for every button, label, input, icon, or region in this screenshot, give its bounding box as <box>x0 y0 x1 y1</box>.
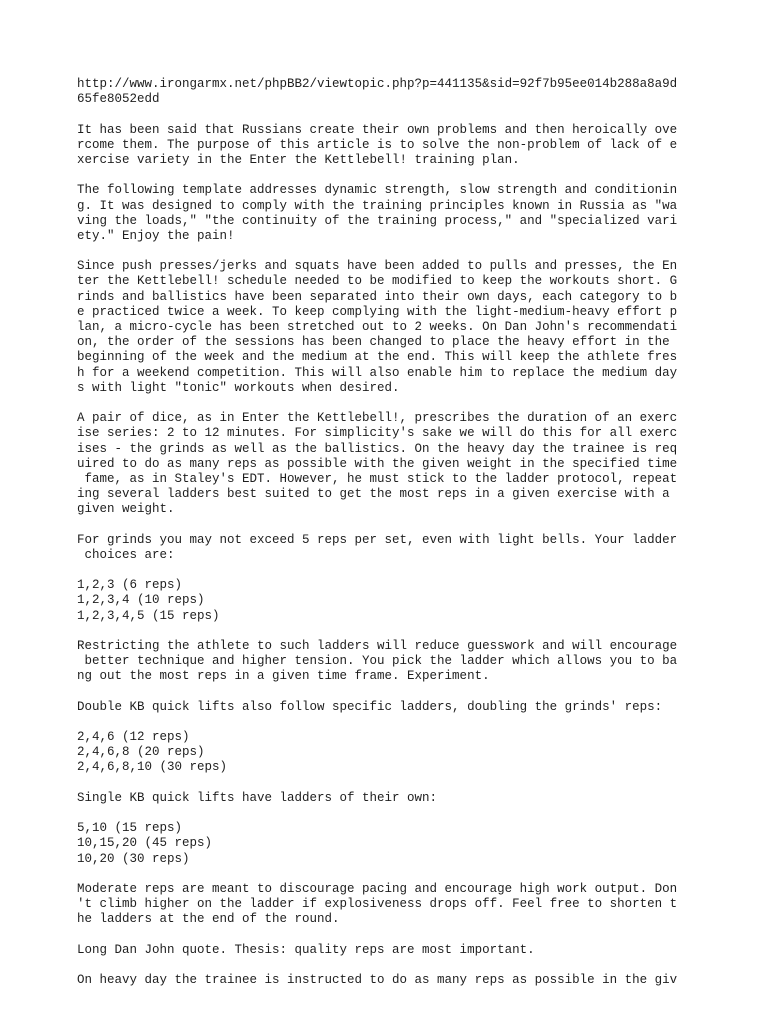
text-line: he ladders at the end of the round. <box>77 912 340 927</box>
ladder-item: 2,4,6,8 (20 reps) <box>77 745 205 760</box>
dice-paragraph <box>77 411 757 517</box>
text-line: A pair of dice, as in Enter the Kettlebell!, prescribes the duration of an exerc <box>77 411 678 426</box>
text-line: g. It was designed to comply with the training principles known in Russia as "wa <box>77 198 678 213</box>
text-line: The following template addresses dynamic strength, slow strength and conditionin <box>77 183 678 198</box>
ladder-item: 2,4,6,8,10 (30 reps) <box>77 760 228 775</box>
moderate-reps-paragraph <box>77 882 757 928</box>
text-line: h for a weekend competition. This will also enable him to replace the medium day <box>77 365 678 380</box>
text-line: rinds and ballistics have been separated into their own days, each category to b <box>77 289 678 304</box>
text-line: ety." Enjoy the pain! <box>77 228 235 243</box>
text-line: uired to do as many reps as possible with the given weight in the specified time <box>77 456 678 471</box>
heavy-day-paragraph <box>77 973 757 988</box>
source-url <box>77 77 757 107</box>
text-line: ving the loads," "the continuity of the training process," and "specialized vari <box>77 213 678 228</box>
text-line: better technique and higher tension. You pick the ladder which allows you to ba <box>77 654 678 669</box>
text-line: Restricting the athlete to such ladders will reduce guesswork and will encourage <box>77 638 678 653</box>
text-line: rcome them. The purpose of this article is to solve the non-problem of lack of e <box>77 137 678 152</box>
intro-paragraph <box>77 123 757 169</box>
text-line: ter the Kettlebell! schedule needed to be modified to keep the workouts short. G <box>77 274 678 289</box>
text-line: It has been said that Russians create their own problems and then heroically ove <box>77 122 678 137</box>
text-line: Double KB quick lifts also follow specific ladders, doubling the grinds' reps: <box>77 699 663 714</box>
text-line: xercise variety in the Enter the Kettlebell! training plan. <box>77 152 520 167</box>
text-line: 65fe8052edd <box>77 92 160 107</box>
ladder-item: 1,2,3,4 (10 reps) <box>77 593 205 608</box>
single-kb-paragraph <box>77 791 757 806</box>
document-page <box>77 77 757 1003</box>
text-line: fame, as in Staley's EDT. However, he must stick to the ladder protocol, repeat <box>77 471 678 486</box>
schedule-paragraph <box>77 259 757 396</box>
text-line: ing several ladders best suited to get the most reps in a given exercise with a <box>77 487 670 502</box>
ladder-item: 10,20 (30 reps) <box>77 851 190 866</box>
ladder-item: 1,2,3,4,5 (15 reps) <box>77 608 220 623</box>
text-line: ise series: 2 to 12 minutes. For simplicity's sake we will do this for all exerc <box>77 426 678 441</box>
text-line: ises - the grinds as well as the ballistics. On the heavy day the trainee is req <box>77 441 678 456</box>
text-line: Since push presses/jerks and squats have been added to pulls and presses, the En <box>77 259 678 274</box>
text-line: on, the order of the sessions has been changed to place the heavy effort in the <box>77 335 670 350</box>
text-line: On heavy day the trainee is instructed to do as many reps as possible in the giv <box>77 973 678 988</box>
text-line: Long Dan John quote. Thesis: quality reps are most important. <box>77 942 535 957</box>
double-kb-ladder-list <box>77 730 757 776</box>
text-line: For grinds you may not exceed 5 reps per set, even with light bells. Your ladder <box>77 532 678 547</box>
text-line: beginning of the week and the medium at the end. This will keep the athlete fres <box>77 350 678 365</box>
text-line: Single KB quick lifts have ladders of their own: <box>77 790 438 805</box>
text-line: 't climb higher on the ladder if explosiveness drops off. Feel free to shorten t <box>77 897 678 912</box>
quote-paragraph <box>77 943 757 958</box>
text-line: lan, a micro-cycle has been stretched out to 2 weeks. On Dan John's recommendati <box>77 320 678 334</box>
double-kb-paragraph <box>77 700 757 715</box>
text-line: given weight. <box>77 502 175 517</box>
ladder-item: 10,15,20 (45 reps) <box>77 836 213 851</box>
restricting-paragraph <box>77 639 757 685</box>
text-line: Moderate reps are meant to discourage pacing and encourage high work output. Don <box>77 881 678 896</box>
grinds-ladder-list <box>77 578 757 624</box>
ladder-item: 5,10 (15 reps) <box>77 821 183 836</box>
text-line: s with light "tonic" workouts when desired. <box>77 380 400 395</box>
text-line: http://www.irongarmx.net/phpBB2/viewtopic.php?p=441135&sid=92f7b95ee014b288a8a9d <box>77 77 678 91</box>
text-line: e practiced twice a week. To keep complying with the light-medium-heavy effort p <box>77 304 678 319</box>
template-paragraph <box>77 183 757 244</box>
text-line: choices are: <box>77 547 175 562</box>
text-line: ng out the most reps in a given time frame. Experiment. <box>77 669 490 684</box>
single-kb-ladder-list <box>77 821 757 867</box>
grinds-paragraph <box>77 533 757 563</box>
ladder-item: 2,4,6 (12 reps) <box>77 730 190 745</box>
ladder-item: 1,2,3 (6 reps) <box>77 578 183 593</box>
